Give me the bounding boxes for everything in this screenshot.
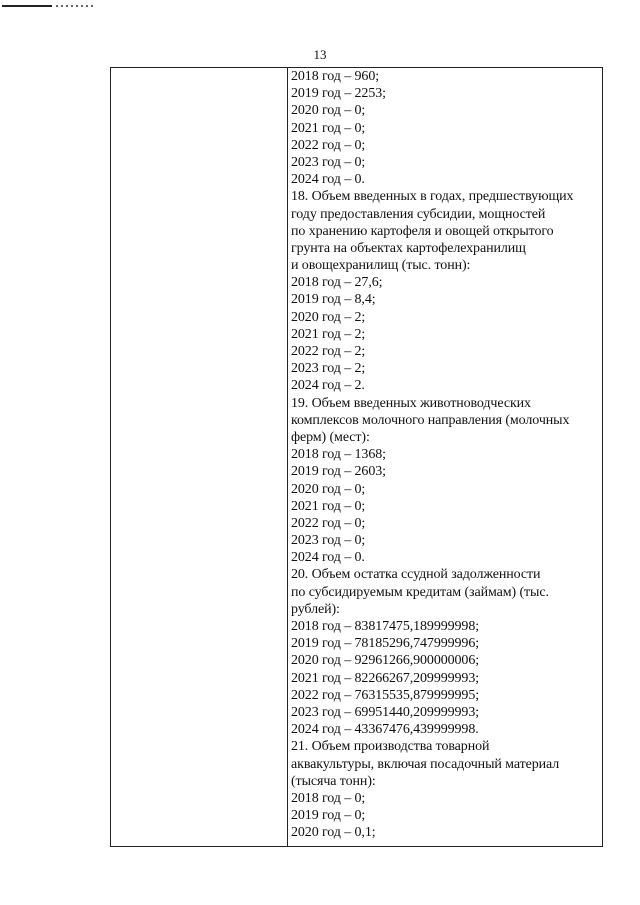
text-line: 20. Объем остатка ссудной задолженности bbox=[291, 567, 541, 583]
table-right-cell bbox=[291, 68, 598, 841]
text-line: 2018 год – 960; bbox=[291, 69, 380, 84]
text-line: 2020 год – 0; bbox=[291, 481, 366, 497]
text-line: 2022 год – 76315535,879999995; bbox=[291, 687, 480, 703]
text-line: 2020 год – 0; bbox=[291, 103, 366, 119]
text-line: 2020 год – 2; bbox=[291, 309, 366, 325]
text-line: 2023 год – 69951440,209999993; bbox=[291, 704, 480, 720]
text-line: (тысяча тонн): bbox=[291, 773, 376, 789]
text-line: 2022 год – 0; bbox=[291, 137, 366, 153]
text-line: 2019 год – 2603; bbox=[291, 464, 386, 480]
text-line: ферм) (мест): bbox=[291, 429, 370, 445]
text-line: аквакультуры, включая посадочный материал bbox=[291, 756, 560, 772]
text-line: 2024 год – 2. bbox=[291, 378, 365, 394]
text-line: 2018 год – 1368; bbox=[291, 447, 386, 463]
text-line: 2023 год – 0; bbox=[291, 154, 366, 170]
text-line: 2021 год – 82266267,209999993; bbox=[291, 670, 480, 686]
text-line: 2021 год – 0; bbox=[291, 498, 366, 514]
text-line: 2018 год – 0; bbox=[291, 790, 366, 806]
text-line: рублей): bbox=[291, 601, 340, 617]
text-line: году предоставления субсидии, мощностей bbox=[291, 206, 546, 222]
text-line: 2019 год – 8,4; bbox=[291, 292, 376, 308]
text-line: 2024 год – 0. bbox=[291, 550, 365, 566]
scan-artifact-mark bbox=[2, 4, 94, 9]
text-line: 2024 год – 43367476,439999998. bbox=[291, 722, 479, 738]
text-line: и овощехранилищ (тыс. тонн): bbox=[291, 258, 471, 274]
text-line: 2022 год – 2; bbox=[291, 344, 366, 359]
text-line: 2022 год – 0; bbox=[291, 515, 366, 531]
column-divider bbox=[287, 68, 288, 846]
text-line: 18. Объем введенных в годах, предшествующих bbox=[291, 189, 574, 205]
text-line: 2021 год – 2; bbox=[291, 326, 366, 342]
text-line: 2021 год – 0; bbox=[291, 120, 366, 136]
document-table bbox=[110, 67, 603, 847]
page-number: 13 bbox=[313, 47, 327, 62]
text-line: 19. Объем введенных животноводческих bbox=[291, 395, 531, 411]
text-line: 2020 год – 92961266,900000006; bbox=[291, 653, 480, 669]
text-line: 2023 год – 2; bbox=[291, 361, 366, 377]
text-line: по субсидируемым кредитам (займам) (тыс. bbox=[291, 584, 549, 600]
text-line: 2024 год – 0. bbox=[291, 172, 365, 188]
text-line: 2020 год – 0,1; bbox=[291, 825, 376, 841]
text-line: 2019 год – 0; bbox=[291, 808, 366, 824]
text-line: 2023 год – 0; bbox=[291, 533, 366, 549]
text-line: 2018 год – 83817475,189999998; bbox=[291, 619, 480, 634]
text-line: 2019 год – 2253; bbox=[291, 86, 386, 102]
text-line: комплексов молочного направления (молочных bbox=[291, 412, 570, 428]
text-line: 2018 год – 27,6; bbox=[291, 275, 383, 291]
text-line: 21. Объем производства товарной bbox=[291, 739, 490, 755]
text-line: по хранению картофеля и овощей открытого bbox=[291, 223, 554, 239]
text-line: 2019 год – 78185296,747999996; bbox=[291, 636, 480, 652]
text-line: грунта на объектах картофелехранилищ bbox=[291, 240, 526, 256]
